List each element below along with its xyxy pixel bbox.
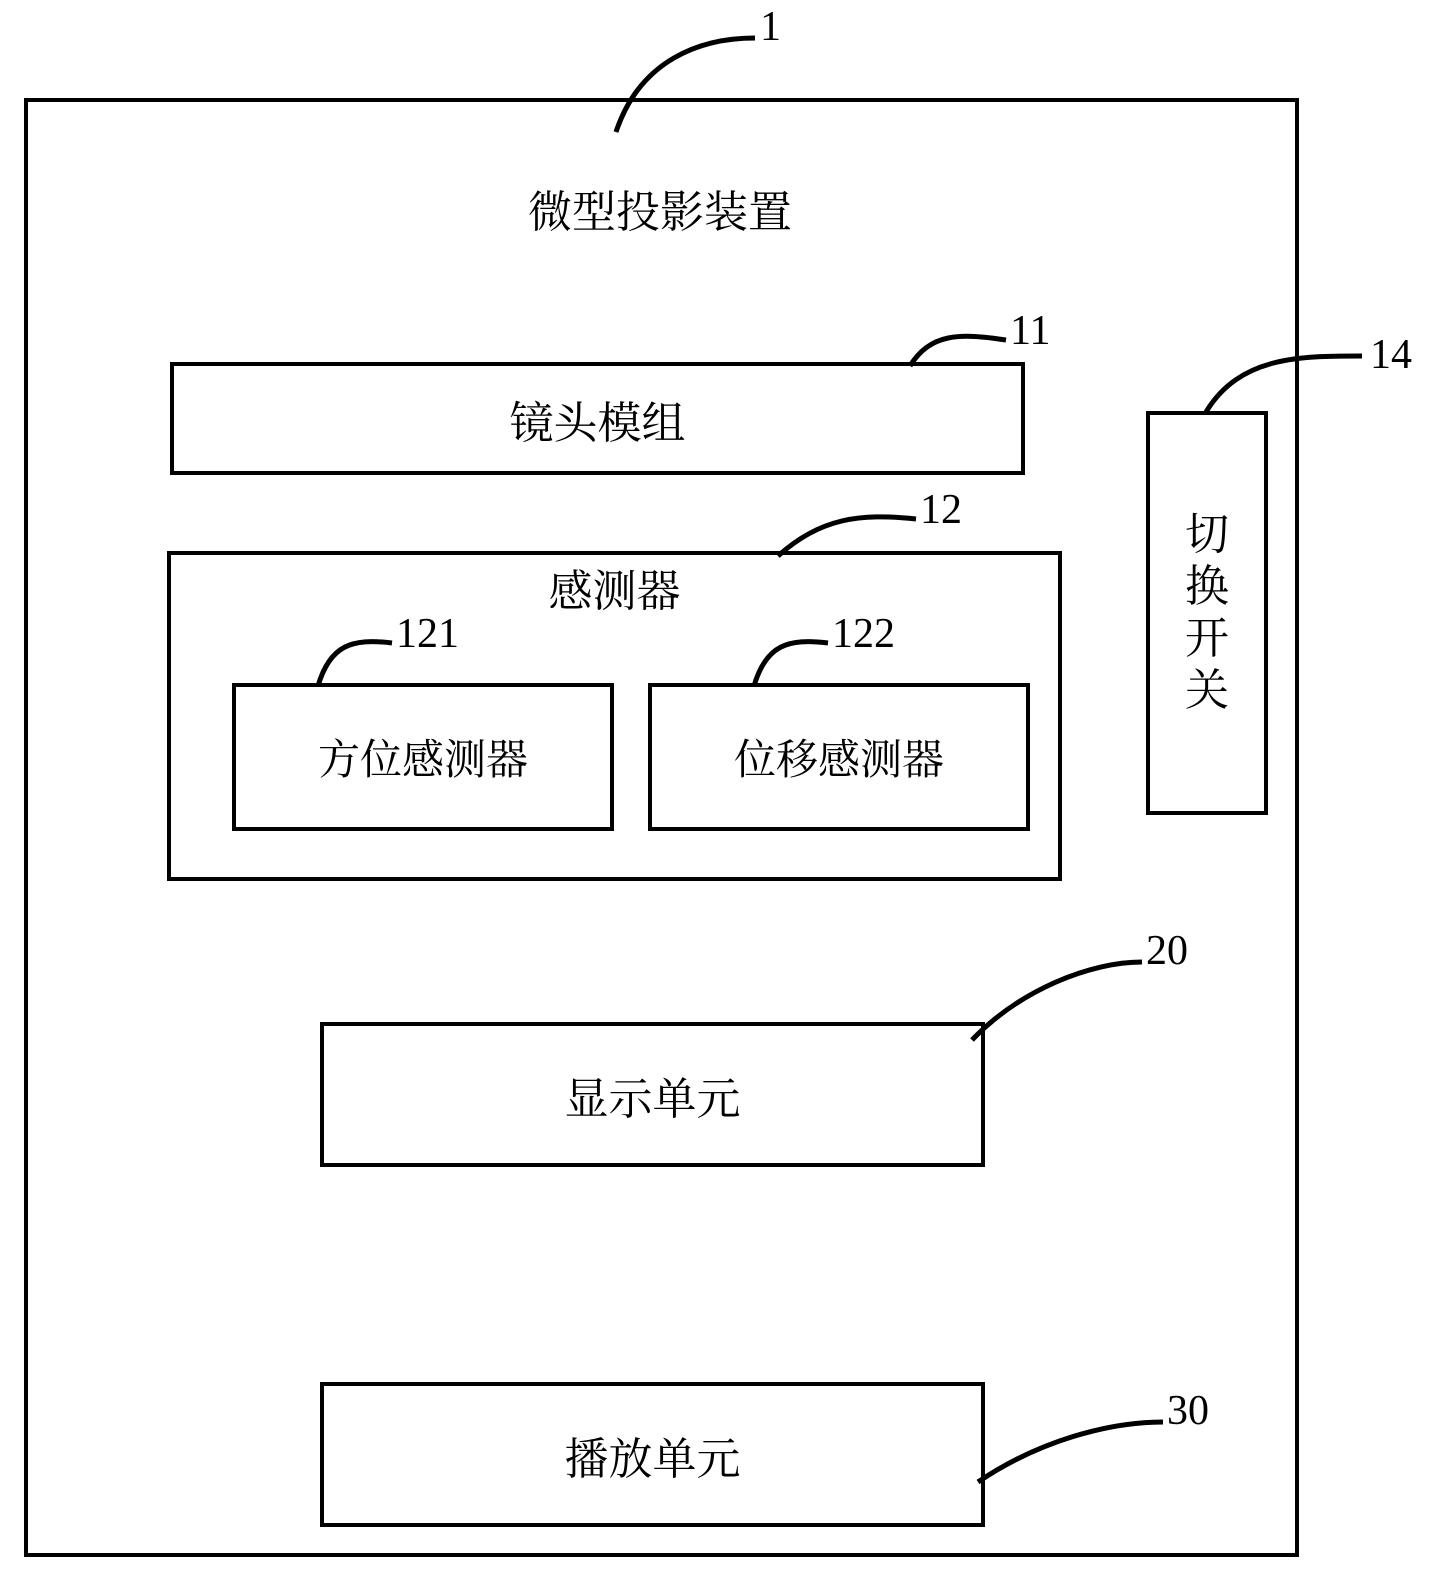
block-display-unit-label: 显示单元 — [564, 1073, 741, 1125]
reference-numeral-play-unit: 30 — [1167, 1388, 1209, 1434]
block-lens-module-label: 镜头模组 — [509, 397, 686, 449]
block-switch-label — [1146, 411, 1268, 815]
block-play-unit-label: 播放单元 — [564, 1433, 741, 1485]
block-displacement-sensor-label: 位移感测器 — [733, 735, 944, 784]
block-sensor-label: 感测器 — [548, 566, 681, 617]
reference-numeral-display-unit: 20 — [1146, 928, 1188, 974]
switch-label-line-4: 关 — [1185, 664, 1229, 716]
block-device-label: 微型投影装置 — [528, 187, 792, 238]
reference-numeral-sensor: 12 — [920, 487, 962, 533]
block-orientation-sensor-label: 方位感测器 — [317, 735, 528, 784]
switch-label-line-1: 切 — [1185, 509, 1229, 561]
reference-numeral-orientation-sensor: 121 — [396, 611, 459, 657]
reference-numeral-switch: 14 — [1370, 332, 1412, 378]
reference-numeral-displacement-sensor: 122 — [832, 611, 895, 657]
reference-numeral-lens-module: 11 — [1010, 308, 1051, 354]
switch-label-line-2: 换 — [1185, 561, 1229, 613]
reference-numeral-device: 1 — [760, 4, 781, 50]
switch-label-line-3: 开 — [1185, 613, 1229, 664]
